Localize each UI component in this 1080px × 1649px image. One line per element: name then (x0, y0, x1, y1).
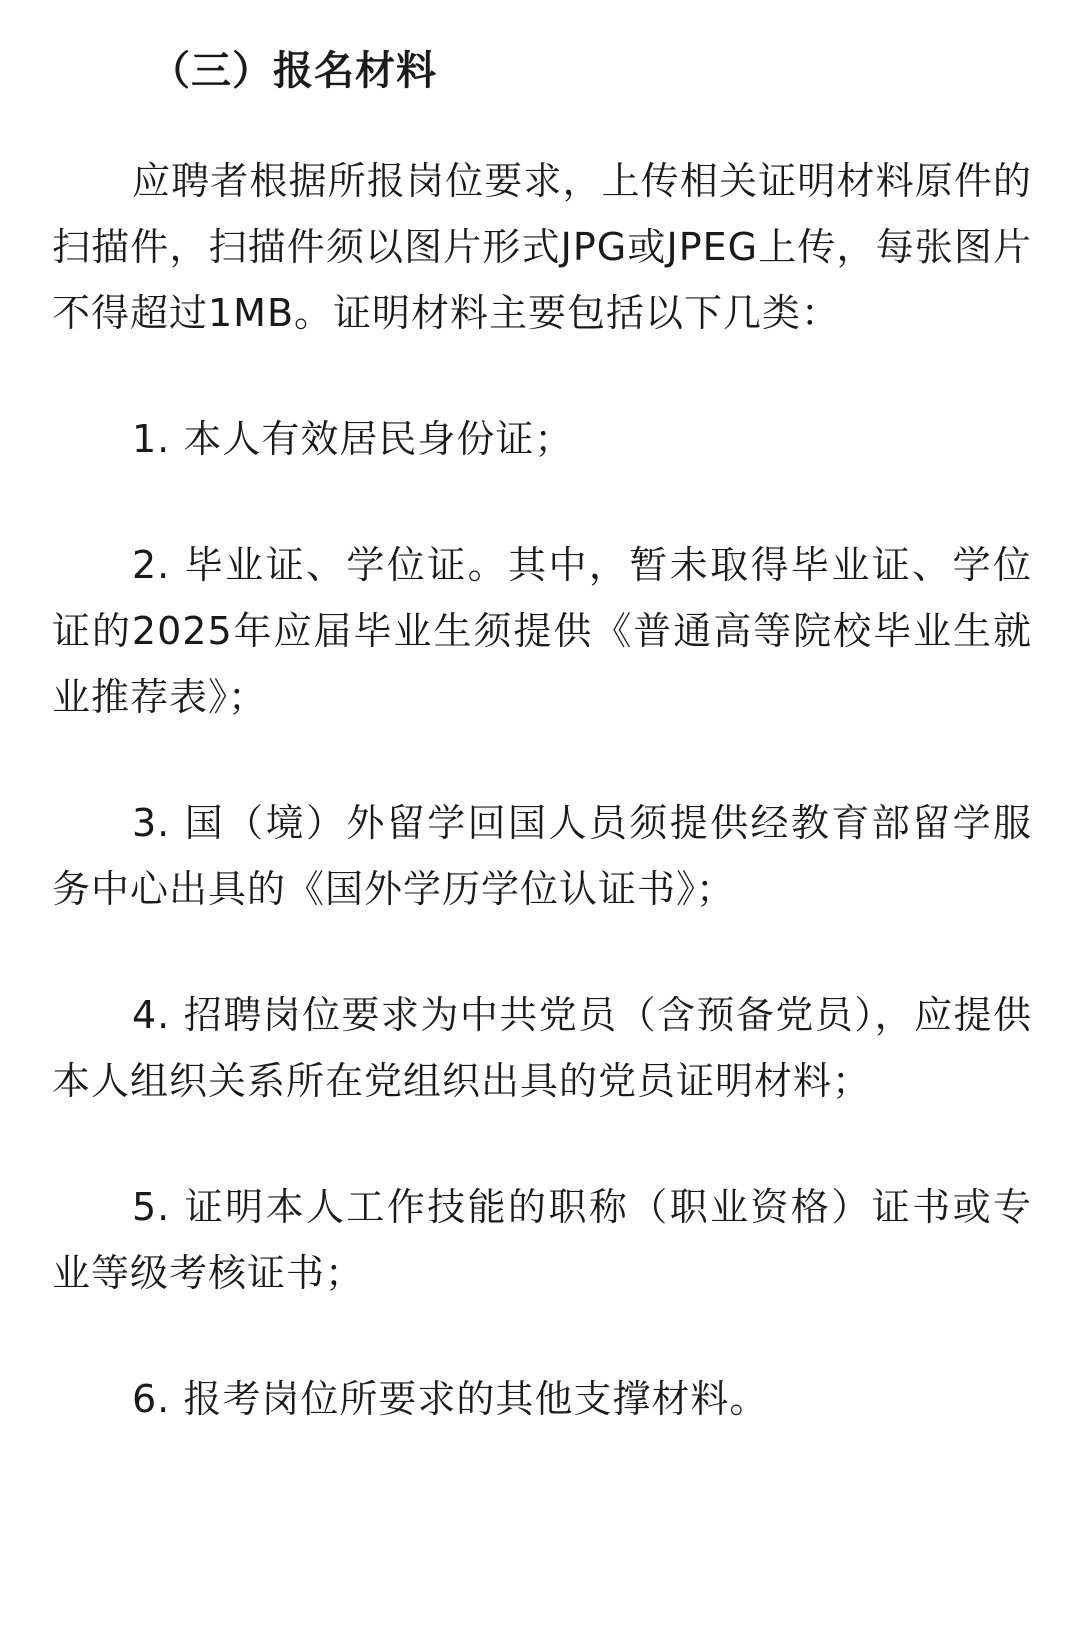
list-item-id-card: 1. 本人有效居民身份证； (132, 417, 574, 461)
article-body (52, 38, 1032, 1432)
list-item-other-materials: 6. 报考岗位所要求的其他支撑材料。 (132, 1377, 769, 1421)
list-item-party-member-proof: 4. 招聘岗位要求为中共党员（含预备党员），应提供本人组织关系所在党组织出具的党员证明材料； (52, 993, 1032, 1103)
list-item-professional-certificate: 5. 证明本人工作技能的职称（职业资格）证书或专业等级考核证书； (52, 1185, 1032, 1295)
list-item-overseas-certification: 3. 国（境）外留学回国人员须提供经教育部留学服务中心出具的《国外学历学位认证书》； (52, 801, 1032, 911)
intro-paragraph: 应聘者根据所报岗位要求，上传相关证明材料原件的扫描件，扫描件须以图片形式JPG或JPEG上传，每张图片不得超过1MB。证明材料主要包括以下几类： (52, 159, 1032, 335)
list-item-diploma: 2. 毕业证、学位证。其中，暂未取得毕业证、学位证的2025年应届毕业生须提供《普通高等院校毕业生就业推荐表》； (52, 543, 1032, 719)
section-heading: （三）报名材料 (150, 48, 437, 94)
